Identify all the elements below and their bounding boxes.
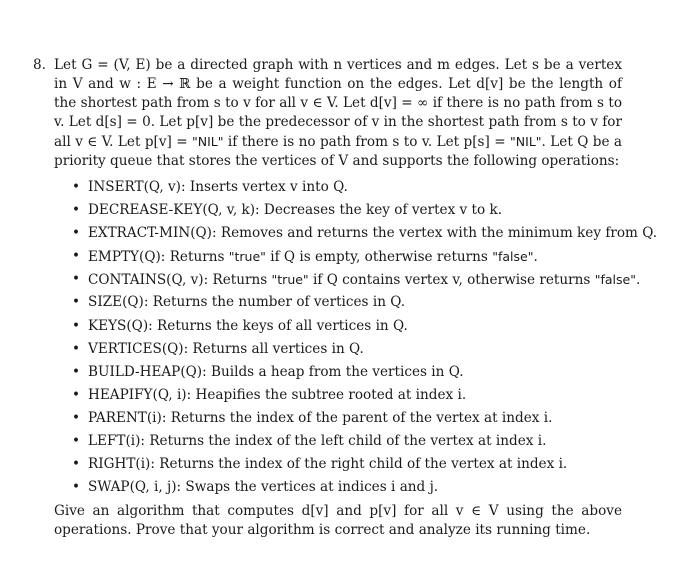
operation-name: CONTAINS bbox=[88, 272, 167, 289]
operation-desc: : Inserts vertex v into Q. bbox=[180, 179, 348, 195]
operation-desc: : Returns the index of the parent of the vertex at index i. bbox=[161, 409, 553, 426]
operation-args: (Q) bbox=[139, 249, 161, 266]
operation-args: (Q) bbox=[190, 225, 212, 242]
list-item bbox=[72, 199, 632, 222]
return-literal: "true" bbox=[271, 272, 309, 288]
operation-desc-mid: if Q is empty, otherwise returns bbox=[265, 249, 493, 266]
operation-desc: : Returns bbox=[203, 272, 272, 289]
operation-args: (Q) bbox=[180, 363, 203, 380]
problem-closing: Give an algorithm that computes d[v] and p[v] for all v ∈ V using the above operations. Prove that your algorithm is correct and analyze its running time. bbox=[54, 503, 622, 538]
list-item bbox=[72, 476, 632, 499]
bullet-icon: • bbox=[72, 225, 81, 242]
problem-body bbox=[54, 56, 622, 171]
intro-text-1: Let G = (V, E) be a directed graph with n vertices and m edges. Let s be a vertex in V and w : E → ℝ be a weight function on the edges. Let d[v] be the length of the shortest path from s to v for all v ∈ V. Let d[v] = ∞ if there is no path from s to v. Let d[s] = 0. Let p[v] be the predecessor of v in the shortest path from s to v for all v ∈ V. Let p[v] = bbox=[54, 57, 622, 150]
operation-args: (Q, v) bbox=[166, 272, 204, 289]
problem-number: 8. bbox=[33, 57, 46, 73]
intro-text-2: if there is no path from s to v. Let p[s] = bbox=[223, 134, 511, 150]
operation-name: EMPTY bbox=[88, 249, 140, 266]
operation-desc: : Returns the keys of all vertices in Q. bbox=[148, 317, 408, 334]
operation-name: PARENT bbox=[88, 409, 147, 426]
list-item bbox=[72, 222, 658, 245]
operation-desc-end: . bbox=[533, 249, 538, 266]
bullet-icon: • bbox=[72, 271, 81, 288]
operation-desc: : Returns all vertices in Q. bbox=[183, 340, 364, 357]
return-literal: "false" bbox=[594, 272, 636, 288]
operation-name: BUILD-HEAP bbox=[88, 363, 181, 380]
problem-intro bbox=[54, 56, 622, 171]
nil-literal: "NIL" bbox=[192, 134, 224, 149]
operation-desc: : Swaps the vertices at indices i and j. bbox=[176, 479, 439, 496]
list-item bbox=[72, 361, 632, 384]
operation-desc: : Returns the index of the left child of the vertex at index i. bbox=[140, 433, 547, 450]
operation-name: HEAPIFY bbox=[88, 386, 153, 403]
operation-args: (Q) bbox=[122, 294, 144, 311]
list-item bbox=[72, 176, 632, 199]
operation-name: KEYS bbox=[88, 317, 127, 334]
list-item bbox=[72, 291, 632, 314]
list-item bbox=[72, 453, 632, 476]
operation-desc: : Returns the number of vertices in Q. bbox=[143, 294, 406, 311]
operation-name: INSERT bbox=[88, 179, 144, 195]
bullet-icon: • bbox=[72, 363, 81, 380]
list-item bbox=[72, 384, 632, 407]
bullet-icon: • bbox=[72, 179, 81, 195]
operation-name: DECREASE-KEY bbox=[88, 202, 203, 219]
operation-args: (Q) bbox=[161, 340, 184, 357]
return-literal: "false" bbox=[492, 249, 534, 265]
bullet-icon: • bbox=[72, 479, 81, 496]
bullet-icon: • bbox=[72, 294, 81, 311]
operation-name: RIGHT bbox=[88, 456, 136, 473]
operation-args: (i) bbox=[146, 409, 162, 426]
list-item bbox=[72, 245, 632, 268]
bullet-icon: • bbox=[72, 456, 81, 473]
operation-args: (Q, i, j) bbox=[129, 479, 177, 496]
operation-name: EXTRACT-MIN bbox=[88, 225, 191, 242]
list-item bbox=[72, 430, 632, 453]
bullet-icon: • bbox=[72, 340, 81, 357]
operation-desc-end: . bbox=[635, 272, 641, 289]
operation-desc: : Returns bbox=[160, 249, 229, 266]
bullet-icon: • bbox=[72, 409, 81, 426]
operation-name: VERTICES bbox=[88, 340, 162, 357]
list-item bbox=[72, 315, 632, 338]
bullet-icon: • bbox=[72, 248, 81, 265]
operation-desc: : Heapifies the subtree rooted at index i. bbox=[186, 386, 467, 403]
operation-args: (i) bbox=[125, 433, 141, 450]
operation-desc: : Builds a heap from the vertices in Q. bbox=[202, 363, 464, 380]
operations-list bbox=[72, 176, 658, 499]
operation-name: SWAP bbox=[88, 479, 130, 496]
operation-args: (Q) bbox=[126, 317, 149, 334]
intro-text-3: . Let Q be a priority queue that stores the vertices of V and supports the following operations: bbox=[54, 134, 622, 169]
bullet-icon: • bbox=[72, 202, 81, 219]
return-literal: "true" bbox=[228, 249, 266, 265]
operation-desc: : Decreases the key of vertex v to k. bbox=[255, 202, 503, 219]
nil-literal: "NIL" bbox=[510, 134, 542, 149]
operation-args: (Q, v) bbox=[143, 179, 181, 195]
list-item bbox=[72, 407, 632, 430]
operation-args: (Q, i) bbox=[152, 386, 187, 403]
operation-name: LEFT bbox=[88, 433, 126, 450]
bullet-icon: • bbox=[72, 317, 81, 334]
operation-name: SIZE bbox=[88, 294, 123, 311]
bullet-icon: • bbox=[72, 386, 81, 403]
operation-desc: : Returns the index of the right child of the vertex at index i. bbox=[150, 456, 568, 473]
operation-args: (i) bbox=[135, 456, 151, 473]
bullet-icon: • bbox=[72, 433, 81, 450]
list-item bbox=[72, 338, 632, 361]
operation-desc-mid: if Q contains vertex v, otherwise returns bbox=[308, 272, 595, 289]
operation-desc: : Removes and returns the vertex with the minimum key from Q. bbox=[211, 225, 658, 242]
operation-args: (Q, v, k) bbox=[202, 202, 256, 219]
list-item bbox=[72, 268, 641, 291]
